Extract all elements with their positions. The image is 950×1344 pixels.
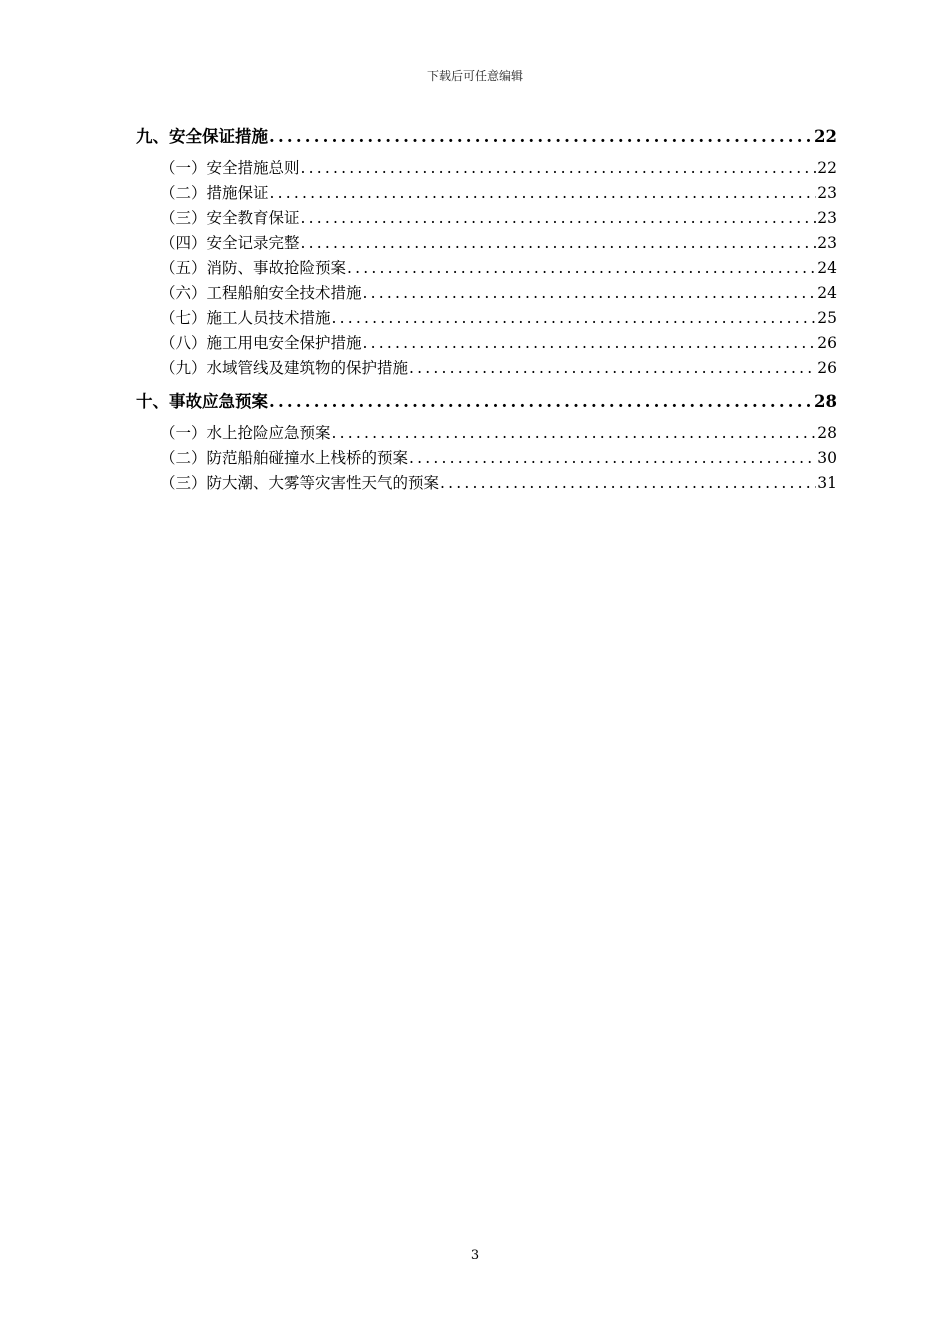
toc-page-number: 24 [817,259,837,277]
toc-section-title: （六）工程船舶安全技术措施 [160,284,362,302]
toc-page-number: 25 [817,309,837,327]
toc-page-number: 30 [817,449,837,467]
toc-dot-leader [409,356,816,381]
toc-section-title: （九）水域管线及建筑物的保护措施 [160,359,409,377]
toc-chapter-title: 十、事故应急预案 [136,392,268,411]
toc-section-title: （二）防范船舶碰撞水上栈桥的预案 [160,449,409,467]
toc-section[interactable] [136,421,837,446]
toc-page-number: 26 [817,359,837,377]
toc-page-number: 28 [817,424,837,442]
toc-section[interactable] [136,471,837,496]
toc-dot-leader [301,206,817,231]
toc-page-number: 22 [814,127,837,146]
toc-section[interactable] [136,331,837,356]
toc-dot-leader [301,231,817,256]
toc-page-number: 23 [817,184,837,202]
toc-page-number: 22 [817,159,837,177]
toc-dot-leader [269,124,813,150]
toc-dot-leader [270,181,817,206]
toc-section[interactable] [136,306,837,331]
toc-dot-leader [347,256,816,281]
toc-page-number: 28 [814,392,837,411]
toc-section-title: （一）安全措施总则 [160,159,300,177]
toc-dot-leader [363,281,817,306]
toc-page-number: 24 [817,284,837,302]
toc-chapter[interactable] [136,389,837,415]
toc-section[interactable] [136,206,837,231]
toc-page-number: 23 [817,209,837,227]
toc-section[interactable] [136,446,837,471]
toc-page-number: 31 [817,474,837,492]
page-number: 3 [470,1248,480,1263]
toc-section-title: （七）施工人员技术措施 [160,309,331,327]
page-header: 下载后可任意编辑 [426,69,523,83]
toc-dot-leader [440,471,816,496]
toc-section-title: （三）安全教育保证 [160,209,300,227]
toc-section[interactable] [136,281,837,306]
toc-dot-leader [363,331,817,356]
toc-dot-leader [332,306,817,331]
toc-page-number: 26 [817,334,837,352]
toc-dot-leader [269,389,813,415]
toc-section-title: （二）措施保证 [160,184,269,202]
toc-section[interactable] [136,356,837,381]
toc-section[interactable] [136,181,837,206]
toc-section-title: （一）水上抢险应急预案 [160,424,331,442]
toc-section[interactable] [136,231,837,256]
toc-section-title: （三）防大潮、大雾等灾害性天气的预案 [160,474,440,492]
toc-chapter[interactable] [136,124,837,150]
toc-section-title: （八）施工用电安全保护措施 [160,334,362,352]
toc-dot-leader [332,421,817,446]
toc-page-number: 23 [817,234,837,252]
table-of-contents [136,124,837,496]
toc-section-title: （五）消防、事故抢险预案 [160,259,347,277]
toc-dot-leader [301,156,817,181]
toc-section[interactable] [136,156,837,181]
toc-dot-leader [409,446,816,471]
toc-section[interactable] [136,256,837,281]
toc-section-title: （四）安全记录完整 [160,234,300,252]
toc-chapter-title: 九、安全保证措施 [136,127,268,146]
